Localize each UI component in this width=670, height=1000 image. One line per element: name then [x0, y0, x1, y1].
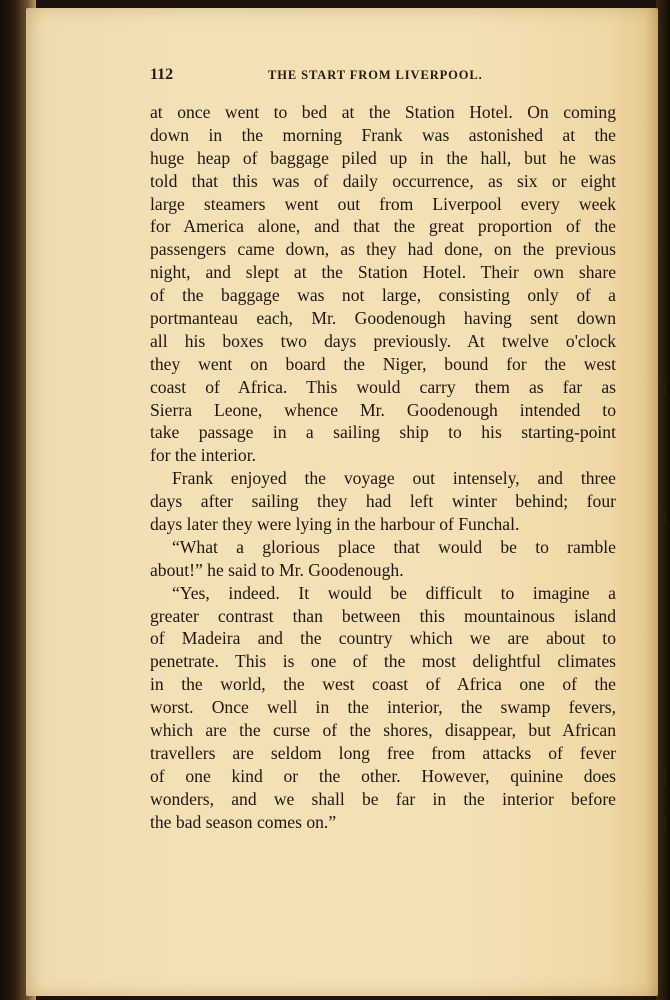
text-line: passengers came down, as they had done, on the previous [150, 239, 616, 260]
paragraph [150, 467, 616, 536]
page-edge-mark [664, 768, 666, 786]
paragraph [150, 582, 616, 834]
page-edge-mark [664, 815, 666, 831]
text-line: coast of Africa. This would carry them as far as [150, 376, 616, 397]
text-line: in the world, the west coast of Africa one of the [150, 674, 616, 695]
text-line: Sierra Leone, whence Mr. Goodenough intended to [150, 399, 616, 420]
page-edge [656, 0, 670, 1000]
page-edge-mark [664, 378, 666, 396]
text-line: portmanteau each, Mr. Goodenough having sent down [150, 308, 616, 329]
text-line: of one kind or the other. However, quinine does [150, 765, 616, 786]
text-line: about!” he said to Mr. Goodenough. [150, 559, 404, 580]
text-line: “What a glorious place that would be to ramble [172, 536, 616, 557]
text-line: travellers are seldom long free from attacks of fever [150, 742, 616, 763]
text-line: days later they were lying in the harbour of Funchal. [150, 514, 520, 535]
text-line: which are the curse of the shores, disappear, but African [150, 720, 616, 741]
text-line: worst. Once well in the interior, the swamp fevers, [150, 697, 616, 718]
text-line: days after sailing they had left winter behind; four [150, 491, 616, 512]
text-line: greater contrast than between this mountainous island [150, 605, 616, 626]
text-line: of Madeira and the country which we are about to [150, 628, 616, 649]
text-line: all his boxes two days previously. At twelve o'clock [150, 330, 616, 351]
paragraph [150, 536, 616, 582]
text-line: wonders, and we shall be far in the interior before [150, 788, 616, 809]
text-line: huge heap of baggage piled up in the hall, but he was [150, 147, 616, 168]
text-line: down in the morning Frank was astonished at the [150, 124, 616, 145]
text-line: night, and slept at the Station Hotel. Their own share [150, 262, 616, 283]
text-line: “Yes, indeed. It would be difficult to imagine a [172, 582, 616, 603]
text-line: take passage in a sailing ship to his starting-point [150, 422, 616, 443]
text-line: told that this was of daily occurrence, as six or eight [150, 170, 616, 191]
text-line: they went on board the Niger, bound for the west [150, 353, 616, 374]
body-text [150, 101, 616, 834]
text-line: for the interior. [150, 445, 257, 466]
text-line: large steamers went out from Liverpool every week [150, 193, 616, 214]
page-edge-mark [664, 512, 666, 524]
text-line: at once went to bed at the Station Hotel. On coming [150, 102, 616, 122]
paragraph [150, 101, 616, 467]
text-line: the bad season comes on.” [150, 811, 337, 832]
page-number: 112 [150, 66, 174, 83]
text-line: of the baggage was not large, consisting only of a [150, 285, 616, 306]
running-title: THE START FROM LIVERPOOL. [268, 68, 483, 82]
text-line: Frank enjoyed the voyage out intensely, and three [172, 468, 616, 489]
text-line: penetrate. This is one of the most delightful climates [150, 651, 616, 672]
text-line: for America alone, and that the great proportion of the [150, 216, 616, 237]
running-head [150, 66, 502, 84]
